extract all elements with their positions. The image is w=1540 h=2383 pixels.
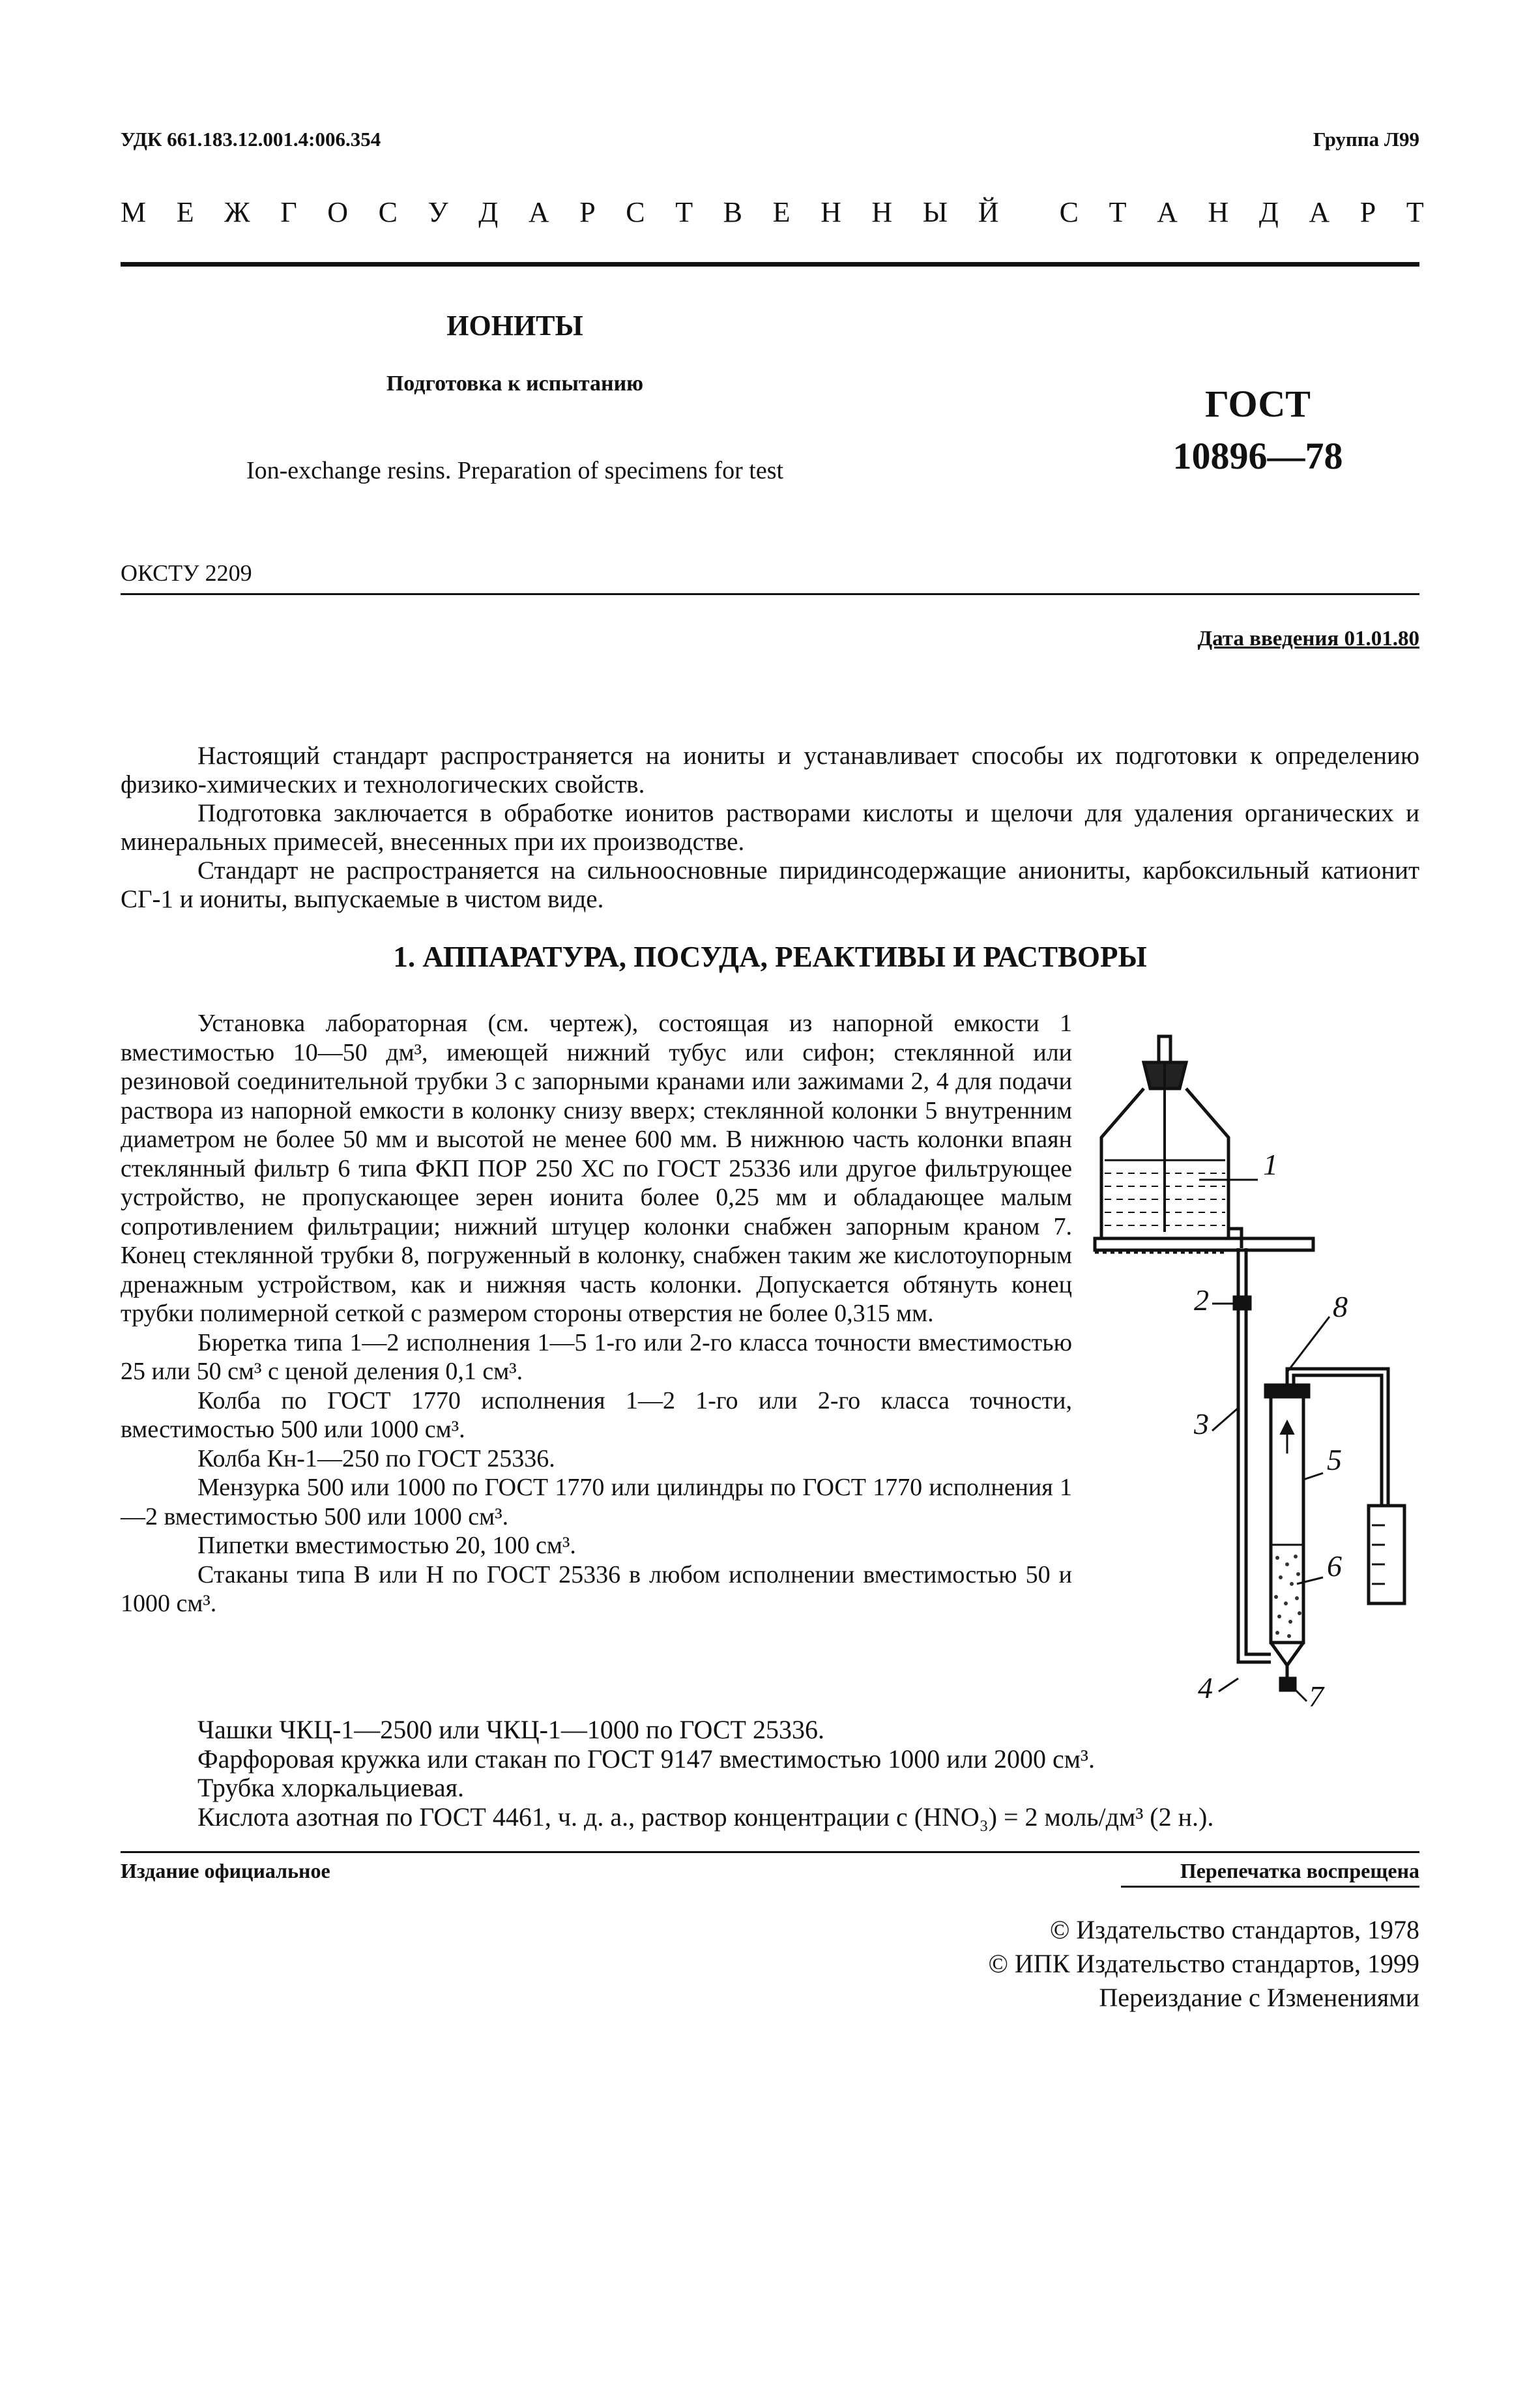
heading-letter: Н xyxy=(1208,196,1229,228)
reagents-text xyxy=(121,1716,1419,1832)
heading-letter: Ж xyxy=(224,196,250,228)
heading-letter: С xyxy=(378,196,398,228)
reagent-paragraph: Чашки ЧКЦ-1—2500 или ЧКЦ-1—1000 по ГОСТ 25336. xyxy=(197,1715,824,1744)
udk-code: УДК 661.183.12.001.4:006.354 xyxy=(121,128,381,151)
heading-letter: Н xyxy=(871,196,893,228)
okstu-rule xyxy=(121,593,1419,595)
heading-letter: О xyxy=(327,196,348,228)
equipment-paragraph: Пипетки вместимостью 20, 100 см³. xyxy=(197,1532,576,1559)
reissue-line: Переиздание с Изменениями xyxy=(1099,1983,1419,2012)
footer-rule xyxy=(121,1851,1419,1853)
heading-letter: Т xyxy=(1109,196,1127,228)
heading-letter: Т xyxy=(675,196,693,228)
intro-paragraph: Настоящий стандарт распространяется на иониты и устанавливает способы их подготовки к определению физико-химических и технологических свойств. xyxy=(121,742,1419,798)
heading-letter: Й xyxy=(978,196,999,228)
intro-paragraph: Стандарт не распространяется на сильноосновные пиридинсодержащие аниониты, карбоксильный катионит СГ-1 и иониты, выпускаемые в чистом виде. xyxy=(121,856,1419,913)
equipment-paragraph: Колба Кн-1—250 по ГОСТ 25336. xyxy=(197,1444,555,1472)
heading-letter: Н xyxy=(821,196,841,228)
heading-letter: Т xyxy=(1406,196,1424,228)
apparatus-drawing xyxy=(1082,1023,1421,1721)
heading-letter: Е xyxy=(176,196,194,228)
equipment-paragraph: Бюретка типа 1—2 исполнения 1—5 1-го или 2-го класса точности вместимостью 25 или 50 см³ с ценой деления 0,1 см³. xyxy=(121,1328,1072,1385)
heading-letter: С xyxy=(626,196,645,228)
heading-letter: В xyxy=(723,196,743,228)
heading-letter: С xyxy=(1059,196,1079,228)
figure-label-3: 3 xyxy=(1194,1407,1209,1440)
introduction-date: Дата введения 01.01.80 xyxy=(1197,627,1419,651)
section-heading: 1. АППАРАТУРА, ПОСУДА, РЕАКТИВЫ И РАСТВОРЫ xyxy=(393,941,1147,973)
gost-code: 10896—78 xyxy=(1172,435,1343,477)
equipment-column-text xyxy=(121,1009,1072,1618)
gost-label: ГОСТ xyxy=(1205,383,1311,425)
equipment-paragraph: Установка лабораторная (см. чертеж), состоящая из напорной емкости 1 вместимостью 10—50 дм³, имеющей нижний тубус или сифон; стеклянной или резиновой соединительной трубки 3 с запорными кранами или зажимами 2, 4 для подачи раствора из напорной емкости в колонку снизу вверх; стеклянной колонки 5 внутренним диаметром не более 50 мм и высотой не менее 600 мм. В нижнюю часть колонки впаян стеклянный фильтр 6 типа ФКП ПОР 250 ХС по ГОСТ 25336 или другое фильтрующее устройство, не пропускающее зерен ионита более 0,25 мм и обладающее малым сопротивлением фильтрации; нижний штуцер колонки снабжен запорным краном 7. Конец стеклянной трубки 8, погруженный в колонку, снабжен таким же кислотоупорным дренажным устройством, как и нижняя часть колонки. Допускается обтянуть конец трубки полимерной сеткой с размером стороны отверстия не более 0,315 мм. xyxy=(121,1010,1072,1327)
interstate-standard-heading xyxy=(121,196,1424,229)
group-code: Группа Л99 xyxy=(1313,128,1419,151)
heading-letter: А xyxy=(1309,196,1330,228)
vent-tube xyxy=(1159,1036,1170,1062)
intro-text xyxy=(121,742,1419,914)
heading-letter: У xyxy=(428,196,448,228)
gost-number xyxy=(1134,378,1382,482)
top-rule xyxy=(121,262,1419,267)
copyright-line: © Издательство стандартов, 1978 xyxy=(1049,1915,1419,1944)
copyright-block xyxy=(989,1913,1419,2015)
heading-letter: Р xyxy=(579,196,596,228)
english-title: Ion-exchange resins. Preparation of specimens for test xyxy=(246,457,784,484)
figure-label-2: 2 xyxy=(1194,1283,1209,1317)
heading-letter: А xyxy=(1157,196,1178,228)
figure-label-8: 8 xyxy=(1333,1290,1348,1323)
footer-right-rule xyxy=(1121,1886,1419,1888)
shelf xyxy=(1095,1238,1313,1250)
document-subtitle: Подготовка к испытанию xyxy=(386,372,644,396)
reagent-paragraph: Кислота азотная по ГОСТ 4461, ч. д. а., раствор концентрации с (HNO₃) = 2 моль/дм³ (2 н.). xyxy=(197,1802,1214,1832)
equipment-paragraph: Стаканы типа В или Н по ГОСТ 25336 в любом исполнении вместимостью 50 и 1000 см³. xyxy=(121,1560,1072,1617)
measuring-cylinder xyxy=(1369,1506,1404,1603)
document-title: ИОНИТЫ xyxy=(446,310,583,342)
heading-letter: Ы xyxy=(922,196,948,228)
equipment-paragraph: Мензурка 500 или 1000 по ГОСТ 1770 или цилиндры по ГОСТ 1770 исполнения 1—2 вместимостью 500 или 1000 см³. xyxy=(121,1474,1072,1530)
heading-letter: Р xyxy=(1359,196,1376,228)
heading-letter: М xyxy=(121,196,147,228)
reagent-paragraph: Трубка хлоркальциевая. xyxy=(197,1773,464,1802)
intro-paragraph: Подготовка заключается в обработке ионитов растворами кислоты и щелочи для удаления органических и минеральных примесей, внесенных при их производстве. xyxy=(121,799,1419,856)
equipment-paragraph: Колба по ГОСТ 1770 исполнения 1—2 1-го или 2-го класса точности, вместимостью 500 или 1000 см³. xyxy=(121,1386,1072,1443)
heading-letter: Г xyxy=(280,196,297,228)
heading-letter: Д xyxy=(1258,196,1279,228)
heading-letter: А xyxy=(528,196,549,228)
heading-letter: Д xyxy=(478,196,499,228)
reagent-paragraph: Фарфоровая кружка или стакан по ГОСТ 9147 вместимостью 1000 или 2000 см³. xyxy=(197,1744,1096,1774)
figure-label-1: 1 xyxy=(1263,1148,1278,1181)
okstu-code: ОКСТУ 2209 xyxy=(121,560,252,586)
official-edition-note: Издание официальное xyxy=(121,1859,330,1882)
heading-letter: Е xyxy=(772,196,791,228)
copyright-line: © ИПК Издательство стандартов, 1999 xyxy=(988,1949,1419,1978)
figure-label-7: 7 xyxy=(1309,1680,1324,1713)
reprint-prohibited-note: Перепечатка воспрещена xyxy=(1180,1859,1419,1882)
figure-label-4: 4 xyxy=(1198,1671,1213,1704)
figure-label-6: 6 xyxy=(1327,1549,1342,1583)
figure-label-5: 5 xyxy=(1327,1443,1342,1476)
